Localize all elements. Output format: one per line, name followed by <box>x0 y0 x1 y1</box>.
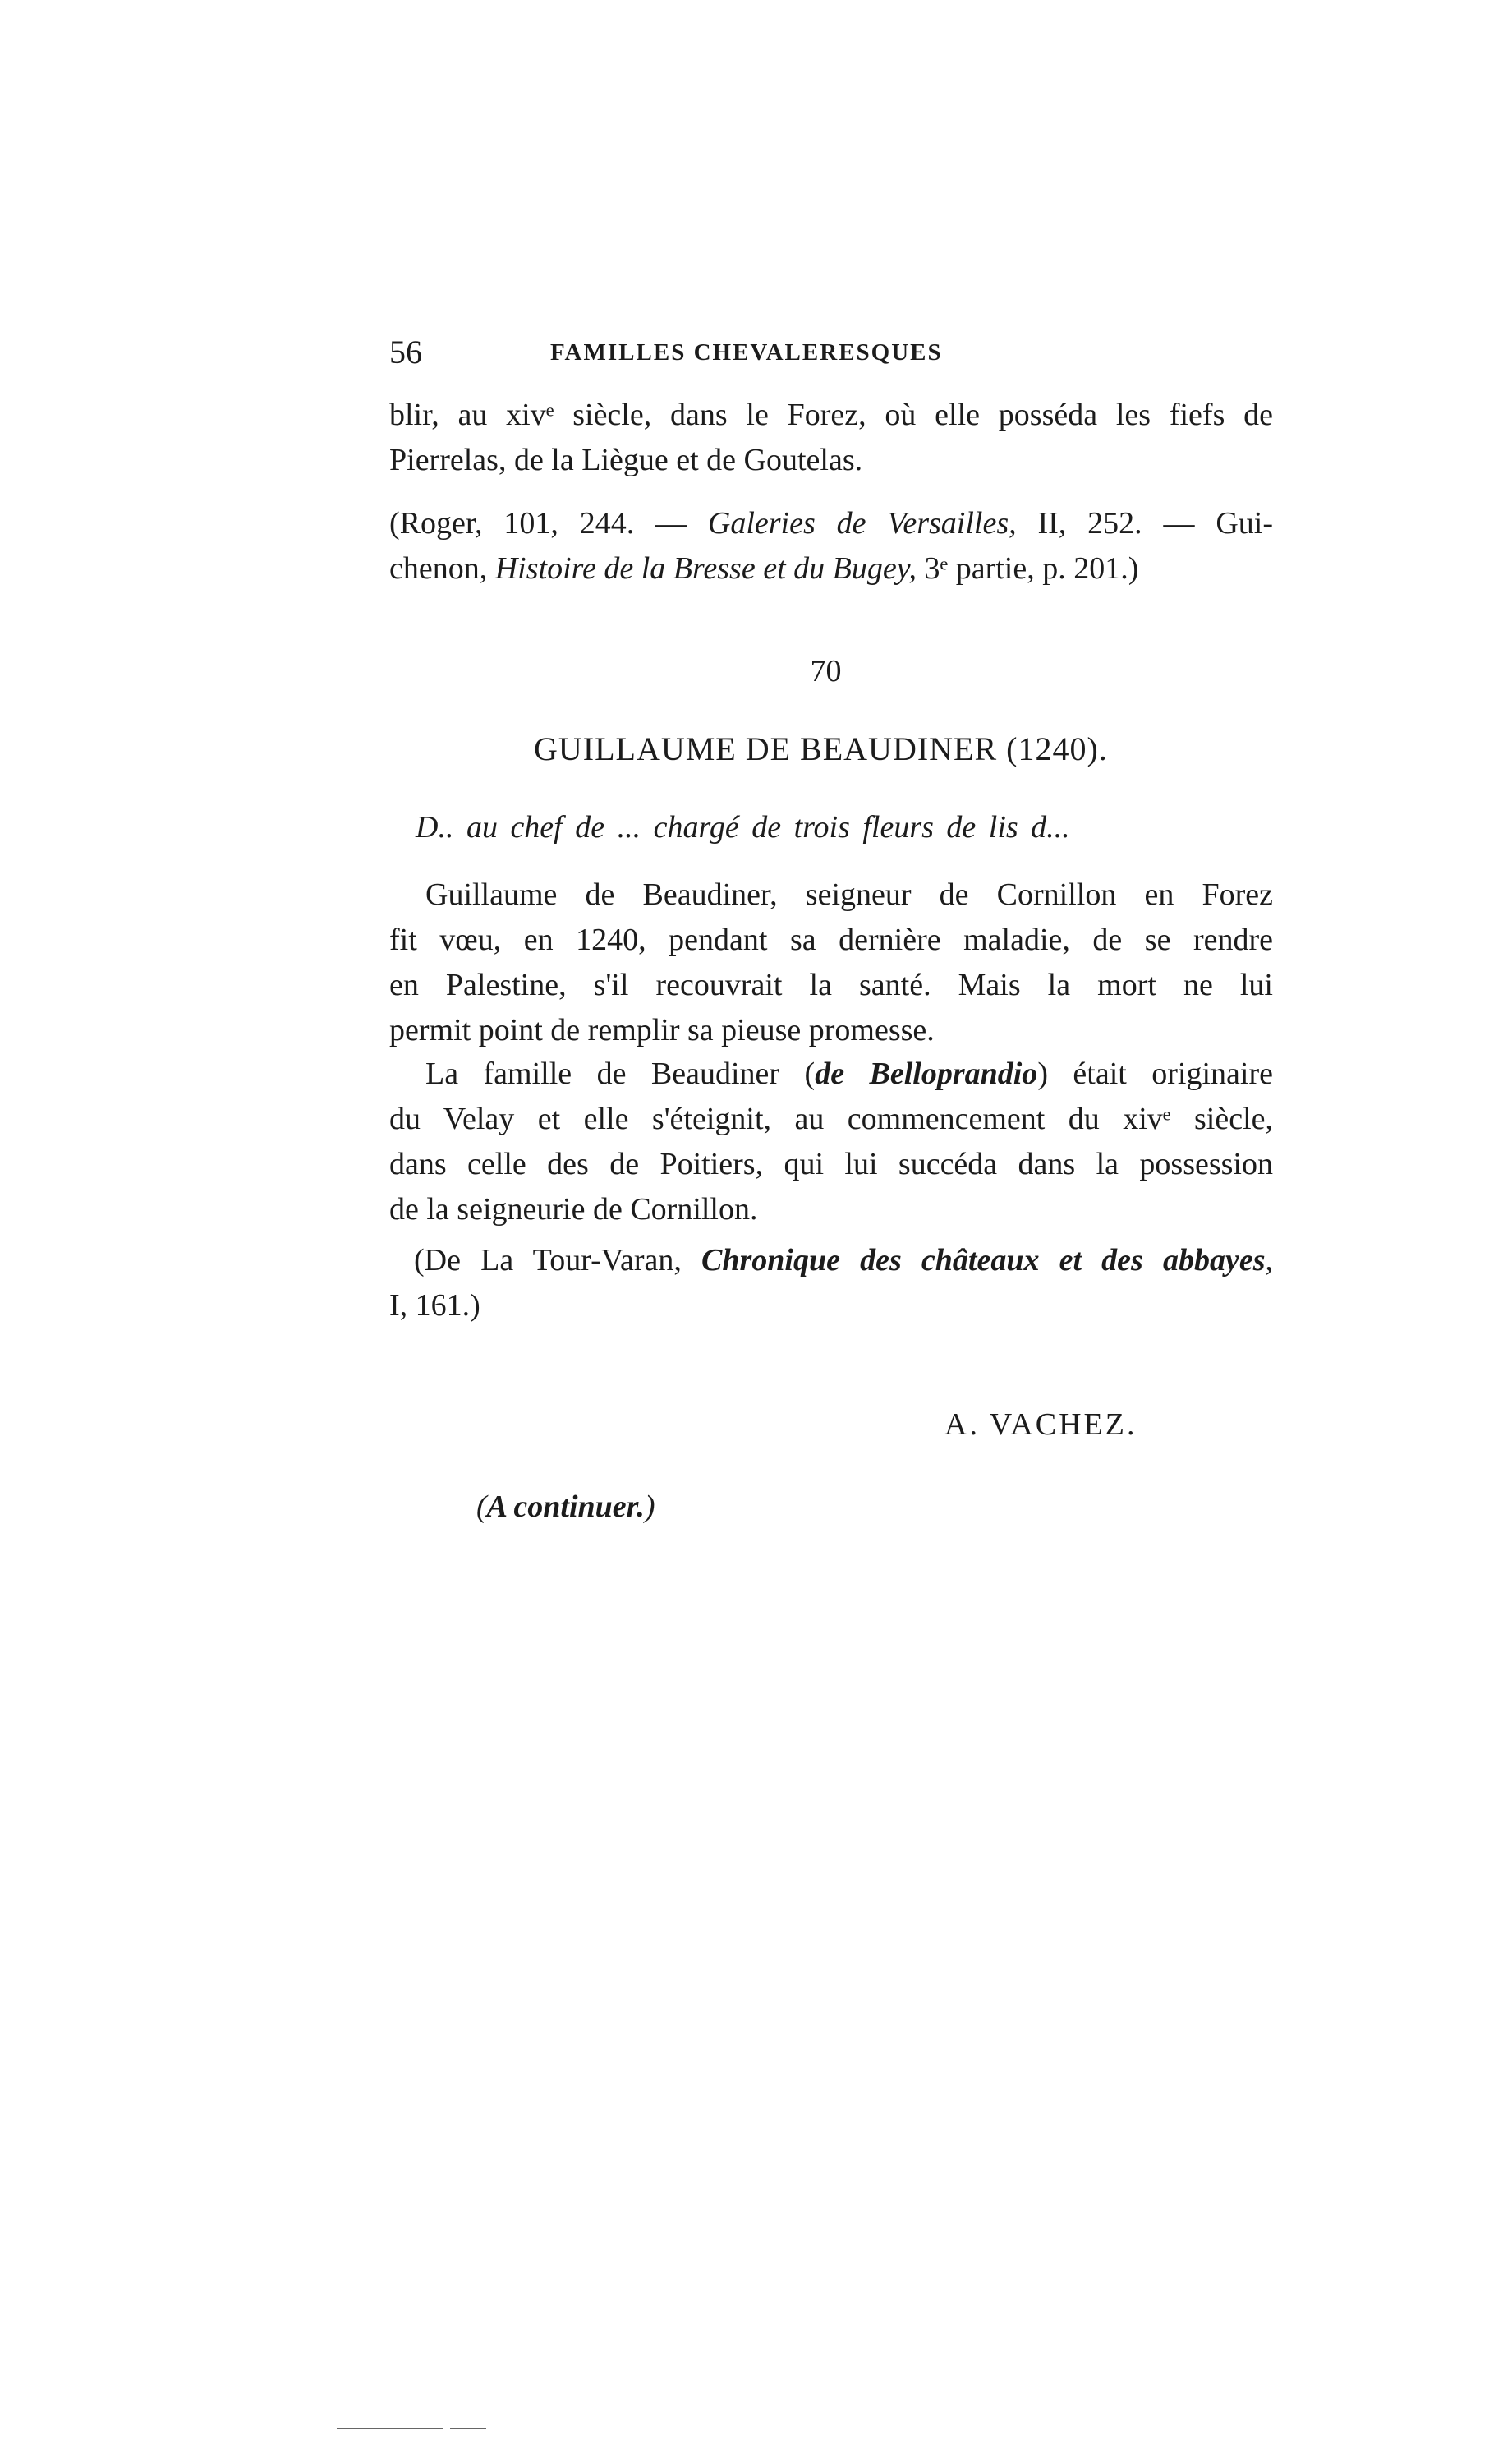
text-line: I, 161.) <box>389 1288 480 1323</box>
text-line: dans celle des de Poitiers, qui lui succéda dans la possession <box>389 1147 1273 1181</box>
text-line: de la seigneurie de Cornillon. <box>389 1192 758 1227</box>
citation-tour-varan <box>389 1238 1273 1328</box>
bottom-rule <box>337 2428 443 2429</box>
page-header <box>389 333 1285 382</box>
paragraph-continuation <box>389 393 1273 483</box>
text-line: (Roger, 101, 244. — Galeries de Versailles, II, 252. — Gui- <box>389 506 1273 541</box>
text-line: Pierrelas, de la Liègue et de Goutelas. <box>389 443 863 477</box>
paragraph-guillaume <box>389 872 1273 1053</box>
bottom-rule <box>450 2428 486 2429</box>
text-line: du Velay et elle s'éteignit, au commencement du xivᵉ siècle, <box>389 1102 1273 1136</box>
text-line: en Palestine, s'il recouvrait la santé. Mais la mort ne lui <box>389 968 1273 1002</box>
text-line: blir, au xivᵉ siècle, dans le Forez, où elle posséda les fiefs de <box>389 398 1273 432</box>
coat-of-arms-description: D.. au chef de ... chargé de trois fleurs de lis d... <box>416 810 1070 845</box>
text-line: Guillaume de Beaudiner, seigneur de Cornillon en Forez <box>425 877 1273 912</box>
text-line: (De La Tour-Varan, Chronique des châteaux et des abbayes, <box>414 1243 1273 1278</box>
text-line: chenon, Histoire de la Bresse et du Bugey, 3ᵉ partie, p. 201.) <box>389 551 1139 586</box>
running-head: FAMILLES CHEVALERESQUES <box>550 339 943 366</box>
paragraph-famille <box>389 1052 1273 1232</box>
entry-title: GUILLAUME DE BEAUDINER (1240). <box>534 730 1108 767</box>
entry-number: 70 <box>810 654 842 688</box>
text-line: permit point de remplir sa pieuse promesse. <box>389 1013 935 1047</box>
author-signature: A. VACHEZ. <box>944 1407 1137 1442</box>
text-line: La famille de Beaudiner (de Belloprandio) était originaire <box>425 1057 1273 1091</box>
text-line: fit vœu, en 1240, pendant sa dernière maladie, de se rendre <box>389 923 1273 957</box>
citation-roger <box>389 501 1273 592</box>
page-number: 56 <box>389 334 422 371</box>
to-be-continued: (A continuer.) <box>476 1489 655 1524</box>
